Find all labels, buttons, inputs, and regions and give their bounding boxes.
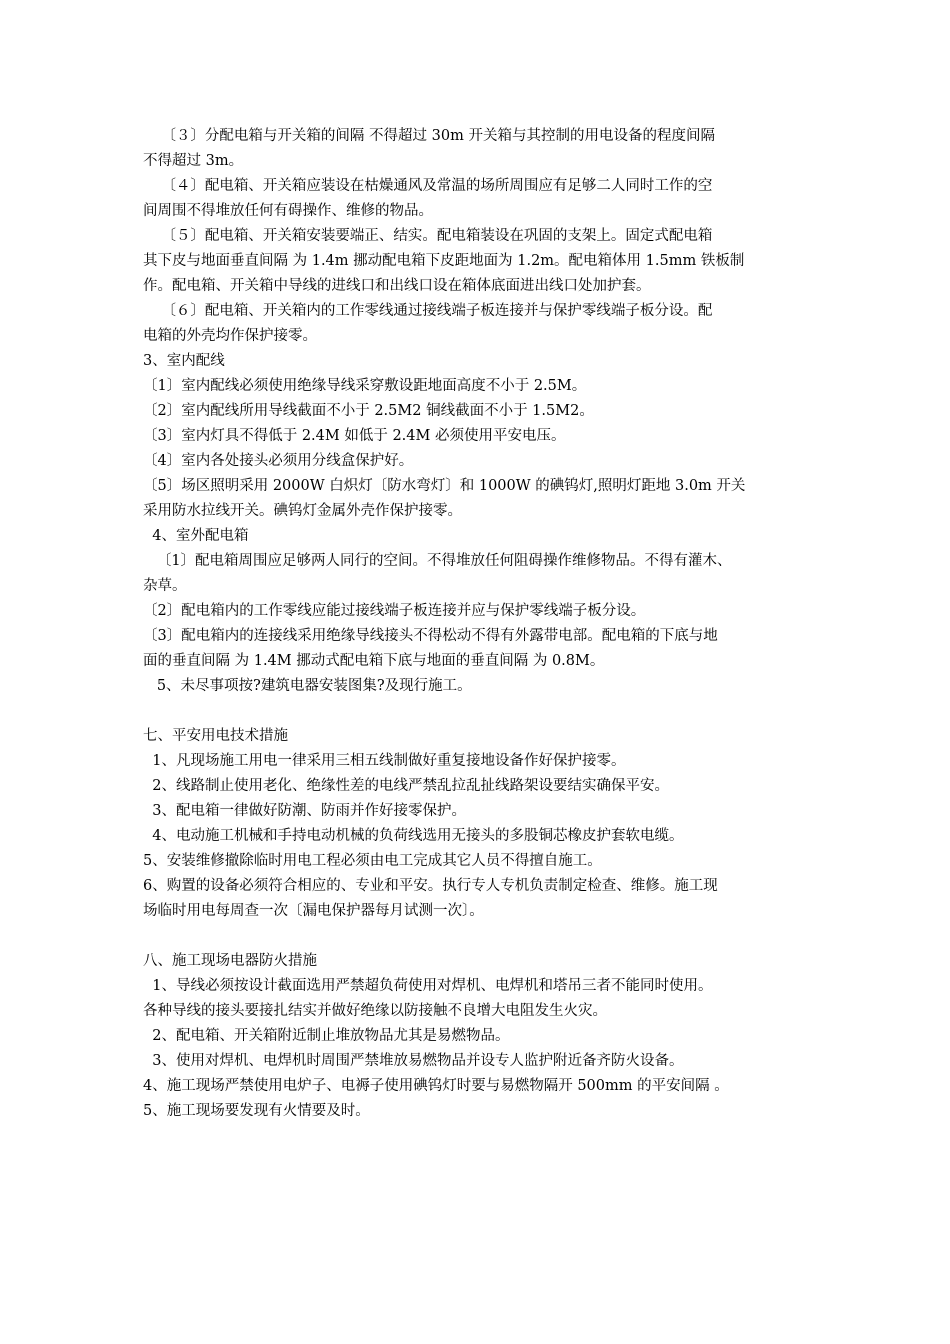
text-line: 〔４〕配电箱、开关箱应装设在枯燥通风及常温的场所周围应有足够二人同时工作的空 (143, 178, 713, 194)
text-line: 不得超过 3m。 (143, 153, 244, 169)
section-heading: 八、施工现场电器防火措施 (143, 953, 317, 969)
blank-line (143, 699, 823, 724)
text-line: 场临时用电每周查一次〔漏电保护器每月试测一次〕。 (143, 903, 484, 919)
text-line: 作。配电箱、开关箱中导线的进线口和出线口设在箱体底面进出线口处加护套。 (143, 278, 651, 294)
section-heading: 七、平安用电技术措施 (143, 728, 288, 744)
text-line: 3、配电箱一律做好防潮、防雨并作好接零保护。 (143, 803, 466, 819)
text-line: 其下皮与地面垂直间隔 为 1.4m 挪动配电箱下皮距地面为 1.2m。配电箱体用 1.5mm 铁板制 (143, 253, 745, 269)
text-line: 〔3〕配电箱内的连接线采用绝缘导线接头不得松动不得有外露带电部。配电箱的下底与地 (143, 628, 718, 644)
text-line: 杂草。 (143, 578, 187, 594)
text-line: 〔3〕室内灯具不得低于 2.4M 如低于 2.4M 必须使用平安电压。 (143, 428, 566, 444)
text-line: 〔5〕场区照明采用 2000W 白炽灯〔防水弯灯〕和 1000W 的碘钨灯,照明灯距地 3.0m 开关 (143, 478, 746, 494)
text-line: 间周围不得堆放任何有碍操作、维修的物品。 (143, 203, 433, 219)
text-line: 4、电动施工机械和手持电动机械的负荷线选用无接头的多股铜芯橡皮护套软电缆。 (143, 828, 684, 844)
text-line: 〔1〕配电箱周围应足够两人同行的空间。不得堆放任何阻碍操作维修物品。不得有灌木、 (143, 553, 732, 569)
text-line: 2、线路制止使用老化、绝缘性差的电线严禁乱拉乱扯线路架设要结实确保平安。 (143, 778, 669, 794)
text-line: 5、安装维修撤除临时用电工程必须由电工完成其它人员不得擅自施工。 (143, 853, 602, 869)
text-line: 采用防水拉线开关。碘钨灯金属外壳作保护接零。 (143, 503, 462, 519)
text-line: 5、未尽事项按?建筑电器安装图集?及现行施工。 (143, 678, 472, 694)
text-line: 1、导线必须按设计截面选用严禁超负荷使用对焊机、电焊机和塔吊三者不能同时使用。 (143, 978, 713, 994)
text-line: 6、购置的设备必须符合相应的、专业和平安。执行专人专机负责制定检查、维修。施工现 (143, 878, 718, 894)
text-line: 面的垂直间隔 为 1.4M 挪动式配电箱下底与地面的垂直间隔 为 0.8M。 (143, 653, 605, 669)
document-body (143, 124, 823, 1124)
text-line: 〔2〕室内配线所用导线截面不小于 2.5M2 铜线截面不小于 1.5M2。 (143, 403, 594, 419)
text-line: 〔4〕室内各处接头必须用分线盒保护好。 (143, 453, 414, 469)
text-line: 〔６〕配电箱、开关箱内的工作零线通过接线端子板连接并与保护零线端子板分设。配 (143, 303, 713, 319)
text-line: 〔３〕分配电箱与开关箱的间隔 不得超过 30m 开关箱与其控制的用电设备的程度间隔 (143, 128, 715, 144)
blank-line (143, 924, 823, 949)
text-line: 〔５〕配电箱、开关箱安装要端正、结实。配电箱装设在巩固的支架上。固定式配电箱 (143, 228, 713, 244)
text-line: 电箱的外壳均作保护接零。 (143, 328, 317, 344)
section-heading: 3、室内配线 (143, 353, 225, 369)
text-line: 〔1〕室内配线必须使用绝缘导线采穿敷设距地面高度不小于 2.5M。 (143, 378, 587, 394)
text-line: 1、凡现场施工用电一律采用三相五线制做好重复接地设备作好保护接零。 (143, 753, 626, 769)
text-line: 〔2〕配电箱内的工作零线应能过接线端子板连接并应与保护零线端子板分设。 (143, 603, 646, 619)
section-heading: 4、室外配电箱 (143, 528, 249, 544)
text-line: 各种导线的接头要接扎结实并做好绝缘以防接触不良增大电阻发生火灾。 (143, 1003, 607, 1019)
text-line: 2、配电箱、开关箱附近制止堆放物品尤其是易燃物品。 (143, 1028, 510, 1044)
text-line: 3、使用对焊机、电焊机时周围严禁堆放易燃物品并设专人监护附近备齐防火设备。 (143, 1053, 684, 1069)
text-line: 5、施工现场要发现有火情要及时。 (143, 1103, 370, 1119)
text-line: 4、施工现场严禁使用电炉子、电褥子使用碘钨灯时要与易燃物隔开 500mm 的平安间隔 。 (143, 1078, 729, 1094)
